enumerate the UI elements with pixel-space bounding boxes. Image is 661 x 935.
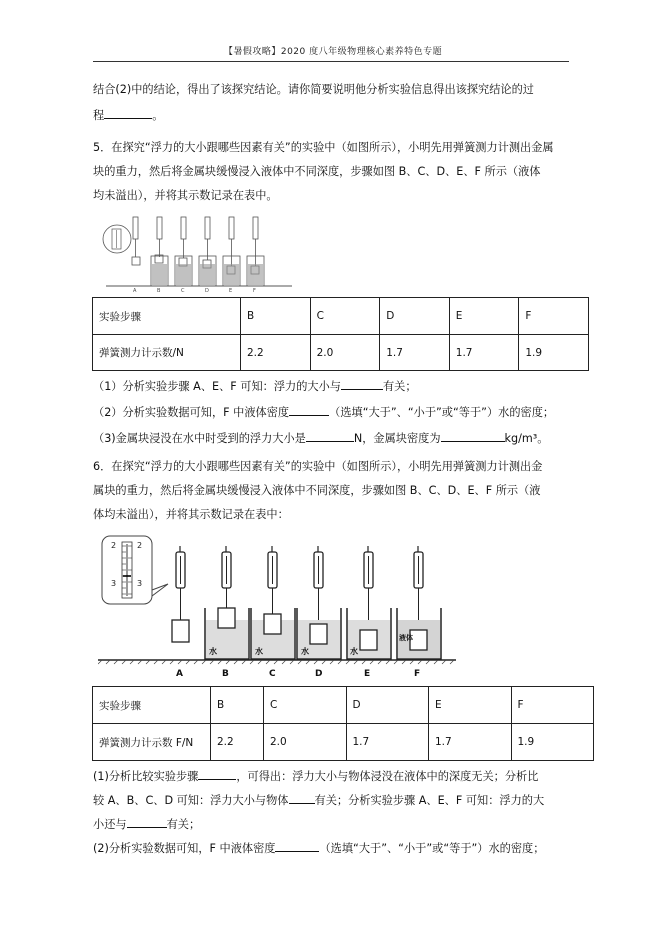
q6-sub1-text-b: ，可得出：浮力大小与物体浸没在液体中的深度无关；分析比 <box>236 770 539 783</box>
scale-tick-3-right: 3 <box>137 579 143 588</box>
table-cell: 实验步骤 <box>93 687 211 724</box>
table-cell: E <box>449 298 519 335</box>
table-cell: 弹簧测力计示数 F/N <box>93 724 211 761</box>
water-label-d: 水 <box>301 647 309 656</box>
q6-sub1-line1 <box>93 768 538 784</box>
table-row <box>93 335 589 371</box>
q5-sub1 <box>93 378 417 394</box>
water-label-e: 水 <box>350 647 358 656</box>
setup-a <box>172 546 189 642</box>
q6-sub1-line2 <box>93 792 544 808</box>
table-row <box>93 724 594 761</box>
q5-fig-label-c: C <box>181 288 185 292</box>
q4-text-line1: 结合(2)中的结论，得出了该探究结论。请你简要说明他分析实验信息得出该探究结论的过 <box>93 83 534 96</box>
table-cell: C <box>264 687 347 724</box>
q4-text-line2 <box>93 107 163 123</box>
scale-tick-2-left: 2 <box>111 541 117 550</box>
page-header: 【暑假攻略】2020 度八年级物理核心素养特色专题 <box>223 47 443 57</box>
q5-sub1-blank[interactable] <box>341 378 383 390</box>
table-cell: 1.9 <box>511 724 594 761</box>
table-cell: B <box>211 687 264 724</box>
table-header-row <box>93 687 594 724</box>
setup-d <box>297 546 341 659</box>
q5-sub2-blank[interactable] <box>289 404 329 416</box>
table-cell: 2.2 <box>211 724 264 761</box>
table-cell: 2.0 <box>310 335 380 371</box>
table-cell: 1.7 <box>380 335 450 371</box>
q4-answer-blank[interactable] <box>104 107 152 119</box>
q6-sub1-text-c: 较 A、B、C、D 可知：浮力大小与物体 <box>93 794 289 807</box>
q6-fig-label-b: B <box>222 669 229 679</box>
q5-sub3-blank-density[interactable] <box>441 430 505 442</box>
setup-c <box>251 546 295 659</box>
q5-sub2-text: （2）分析实验数据可知，F 中液体密度 <box>93 406 290 419</box>
table-cell: 1.7 <box>449 335 519 371</box>
q5-fig-label-f: F <box>253 288 256 292</box>
q4-period: 。 <box>152 109 164 122</box>
table-cell: 2.2 <box>241 335 311 371</box>
table-cell: B <box>241 298 311 335</box>
q6-sub1-text-a: (1)分析比较实验步骤 <box>93 770 199 783</box>
q6-fig-label-a: A <box>176 669 183 679</box>
q6-data-table <box>92 686 594 761</box>
q6-line3: 体均未溢出），并将其示数记录在表中： <box>93 508 289 521</box>
q5-fig-label-b: B <box>157 288 161 292</box>
liquid-label-f: 液体 <box>399 634 413 642</box>
q5-sub1-tail: 有关； <box>382 380 417 393</box>
q6-sub2 <box>93 840 544 856</box>
q5-experiment-figure <box>100 212 296 292</box>
table-cell: 弹簧测力计示数/N <box>93 335 241 371</box>
q6-fig-label-d: D <box>315 669 323 679</box>
q5-sub3-unit: kg/m³。 <box>504 432 549 445</box>
q5-sub3-mid: N，金属块密度为 <box>353 432 441 445</box>
q5-sub3 <box>93 430 548 446</box>
table-cell: C <box>310 298 380 335</box>
q6-fig-label-f: F <box>414 669 421 679</box>
q6-line2: 属块的重力，然后将金属块缓慢浸入液体中不同深度，步骤如图 B、C、D、E、F 所示（液 <box>93 484 541 497</box>
q6-line1: 6．在探究“浮力的大小跟哪些因素有关”的实验中（如图所示），小明先用弹簧测力计测出金 <box>93 460 543 473</box>
q5-line2: 块的重力，然后将金属块缓慢浸入液体中不同深度，步骤如图 B、C、D、E、F 所示（液体 <box>93 165 541 178</box>
setup-e <box>347 546 391 659</box>
q5-sub1-text: （1）分析实验步骤 A、E、F 可知：浮力的大小与 <box>93 380 341 393</box>
q6-sub1-line3 <box>93 816 200 832</box>
water-label-c: 水 <box>255 647 263 656</box>
header-divider <box>93 61 569 62</box>
q6-sub2-text-a: (2)分析实验数据可知，F 中液体密度 <box>93 842 276 855</box>
q5-fig-label-d: D <box>205 288 209 292</box>
table-header-row <box>93 298 589 335</box>
scale-tick-2-right: 2 <box>137 541 143 550</box>
q5-sub3-blank-force[interactable] <box>306 430 354 442</box>
q5-line3: 均未溢出），并将其示数记录在表中。 <box>93 189 278 202</box>
setup-f <box>397 546 441 659</box>
water-label-b: 水 <box>209 647 217 656</box>
q6-sub1-blank-factor[interactable] <box>289 792 315 804</box>
q6-sub2-blank[interactable] <box>275 840 319 852</box>
q6-sub1-text-f: 有关； <box>166 818 201 831</box>
table-cell: D <box>380 298 450 335</box>
q6-fig-label-c: C <box>269 669 276 679</box>
table-cell: F <box>519 298 589 335</box>
table-cell: 实验步骤 <box>93 298 241 335</box>
q6-fig-label-e: E <box>364 669 371 679</box>
q5-fig-label-a: A <box>133 288 137 292</box>
q5-sub3-text: （3)金属块浸没在水中时受到的浮力大小是 <box>93 432 306 445</box>
q5-line1: 5．在探究“浮力的大小跟哪些因素有关”的实验中（如图所示），小明先用弹簧测力计测出金属 <box>93 141 554 154</box>
q5-fig-label-e: E <box>229 288 233 292</box>
table-cell: F <box>511 687 594 724</box>
setup-b <box>205 546 249 659</box>
table-cell: 2.0 <box>264 724 347 761</box>
q6-sub1-text-d: 有关；分析实验步骤 A、E、F 可知：浮力的大 <box>314 794 545 807</box>
q5-sub2 <box>93 404 554 420</box>
q4-text-cheng: 程 <box>93 109 105 122</box>
table-cell: 1.7 <box>346 724 429 761</box>
table-cell: 1.7 <box>429 724 512 761</box>
q5-sub2-tail: （选填“大于”、“小于”或“等于”）水的密度； <box>329 406 555 419</box>
q6-sub1-blank-steps[interactable] <box>198 768 236 780</box>
table-cell: E <box>429 687 512 724</box>
scale-tick-3-left: 3 <box>111 579 117 588</box>
q6-sub1-blank-also[interactable] <box>127 816 167 828</box>
q5-data-table <box>92 297 589 371</box>
q6-sub2-text-b: （选填“大于”、“小于”或“等于”）水的密度； <box>319 842 545 855</box>
q6-sub1-text-e: 小还与 <box>93 818 127 831</box>
table-cell: D <box>346 687 429 724</box>
table-cell: 1.9 <box>519 335 589 371</box>
q6-experiment-figure <box>98 532 458 682</box>
